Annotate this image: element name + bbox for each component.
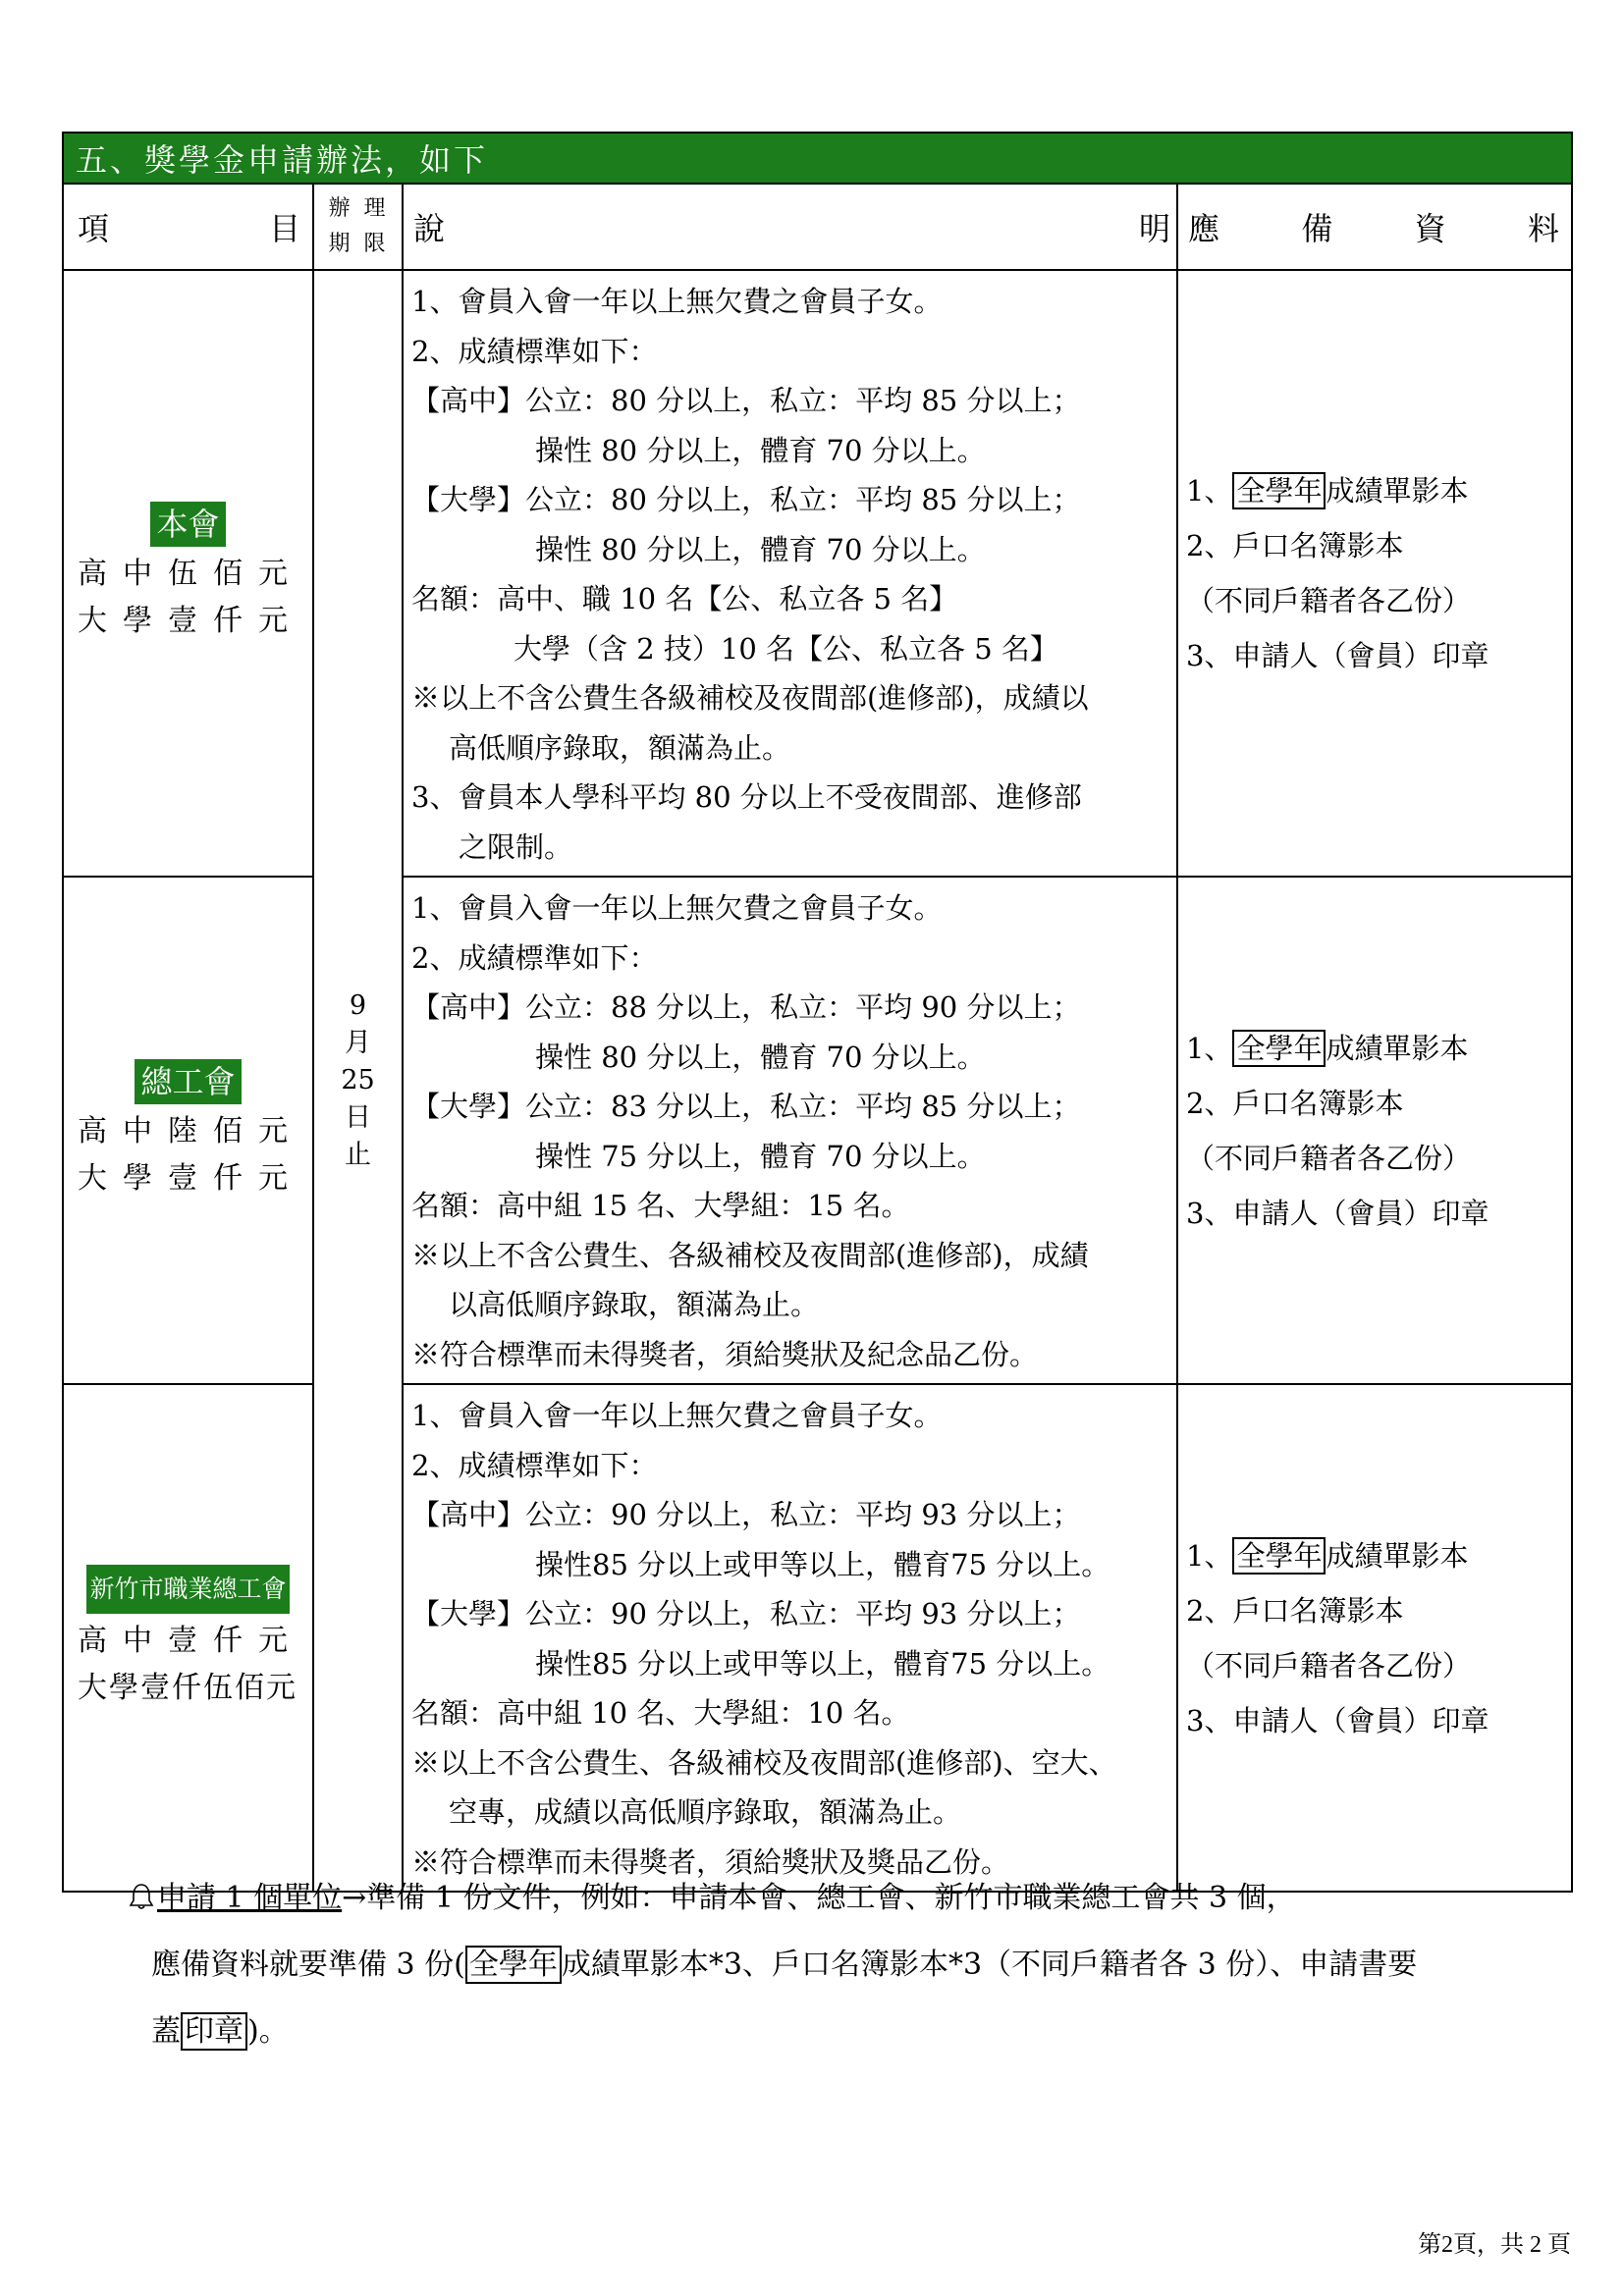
description-cell: 1、會員入會一年以上無欠費之會員子女。 2、成績標準如下： 【高中】公立：80 分以上，私立：平均 85 分以上； 操性 80 分以上，體育 70 分以上。 【大學】公立：80 分以上，私立：平均 85 分以上； 操性 80 分以上，體育 70 分以上。 名額：高中、職 10 名【公、私立各 5 名】 大學（含 2 技）10 名【公、私立各 5 名】 ※以上不含公費生各級補校及夜間部(進修部)，成績以 高低順序錄取，額滿為止。 3、會員本人學科平均 80 分以上不受夜間部、進修部 之限制。	[403, 270, 1177, 877]
amount-university: 大學壹仟元	[78, 604, 303, 638]
period-cell: 9 月 25 日 止	[313, 270, 403, 1892]
application-note: 申請 1 個單位→準備 1 份文件，例如：申請本會、總工會、新竹市職業總工會共 3 個， 應備資料就要準備 3 份( 全學年 成績單影本*3、戶口名簿影本*3（不同戶籍者各 3 份）、申請書要 蓋 印章 )。	[128, 1865, 1581, 2065]
page-number: 第2頁，共 2 頁	[1418, 2232, 1571, 2258]
amount-university: 大學壹仟元	[78, 1160, 303, 1196]
description-cell: 1、會員入會一年以上無欠費之會員子女。 2、成績標準如下： 【高中】公立：90 分以上，私立：平均 93 分以上； 操性85 分以上或甲等以上，體育75 分以上。 【大學】公立：90 分以上，私立：平均 93 分以上； 操性85 分以上或甲等以上，體育75 分以上。 名額：高中組 10 名、大學組：10 名。 ※以上不含公費生、各級補校及夜間部(進修部)、空大、 空專，成績以高低順序錄取，額滿為止。 ※符合標準而未得獎者，須給獎狀及獎品乙份。	[403, 1384, 1177, 1892]
header-period: 辦理 期限	[313, 184, 403, 270]
table-header	[63, 184, 1572, 270]
unit-badge: 總工會	[135, 1059, 241, 1104]
header-item: 項 目	[63, 184, 313, 270]
amount-university: 大學壹仟伍佰元	[78, 1670, 298, 1705]
docs-cell: 1、 全學年 成績單影本 2、戶口名簿影本 （不同戶籍者各乙份） 3、申請人（會員）印章	[1177, 270, 1572, 877]
unit-badge: 本會	[150, 502, 225, 547]
item-cell	[63, 877, 313, 1384]
description-cell: 1、會員入會一年以上無欠費之會員子女。 2、成績標準如下： 【高中】公立：88 分以上，私立：平均 90 分以上； 操性 80 分以上，體育 70 分以上。 【大學】公立：83 分以上，私立：平均 85 分以上； 操性 75 分以上，體育 70 分以上。 名額：高中組 15 名、大學組：15 名。 ※以上不含公費生、各級補校及夜間部(進修部)，成績 以高低順序錄取，額滿為止。 ※符合標準而未得獎者，須給獎狀及紀念品乙份。	[403, 877, 1177, 1384]
header-docs: 應 備 資 料	[1177, 184, 1572, 270]
table-row	[63, 1384, 1572, 1892]
section-title: 五、獎學金申請辦法，如下	[63, 133, 1572, 184]
table-row	[63, 877, 1572, 1384]
table-row	[63, 270, 1572, 877]
header-desc: 說 明	[403, 184, 1177, 270]
docs-cell: 1、 全學年 成績單影本 2、戶口名簿影本 （不同戶籍者各乙份） 3、申請人（會員）印章	[1177, 877, 1572, 1384]
note-highlight: 申請 1 個單位	[157, 1881, 343, 1915]
unit-badge: 新竹市職業總工會	[86, 1565, 289, 1614]
item-cell	[63, 1384, 313, 1892]
amount-high-school: 高中陸佰元	[78, 1113, 303, 1148]
bell-icon	[128, 1882, 155, 1911]
scholarship-table	[62, 132, 1573, 1893]
item-cell	[63, 270, 313, 877]
amount-high-school: 高中伍佰元	[78, 557, 303, 591]
docs-cell: 1、 全學年 成績單影本 2、戶口名簿影本 （不同戶籍者各乙份） 3、申請人（會員）印章	[1177, 1384, 1572, 1892]
amount-high-school: 高中壹仟元	[78, 1623, 303, 1658]
